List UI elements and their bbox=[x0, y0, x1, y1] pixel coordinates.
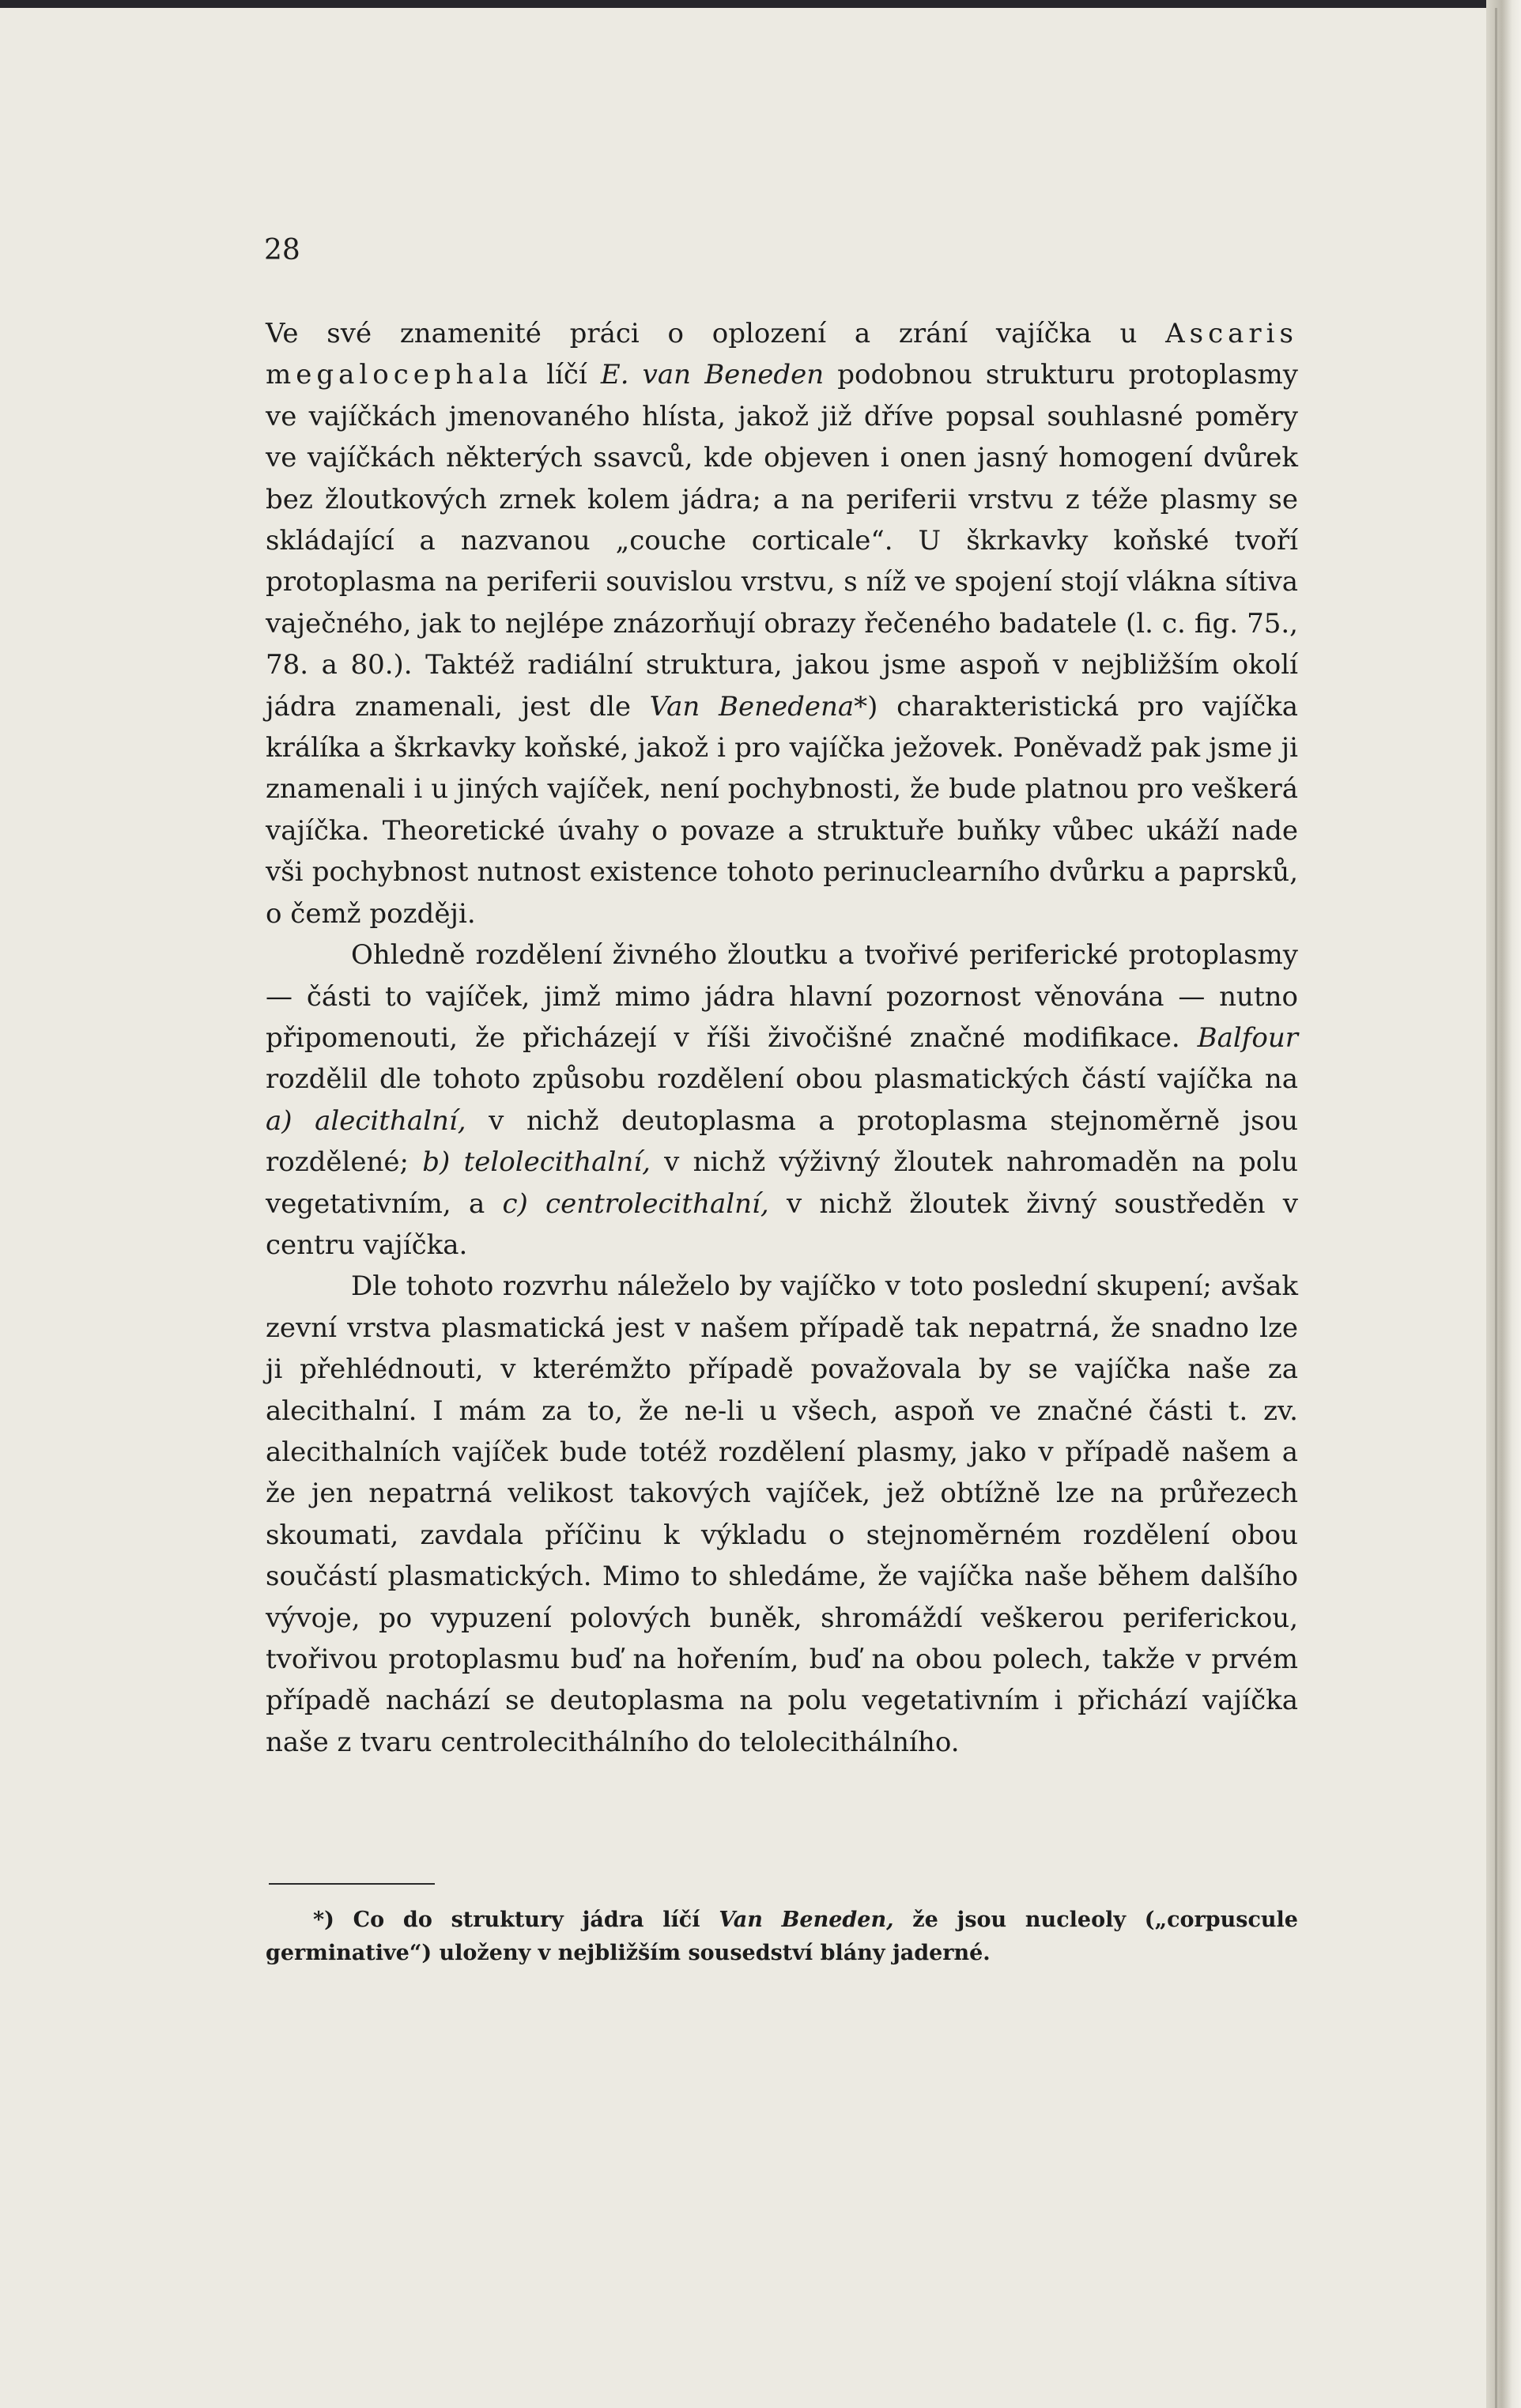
author-name: Van Benedena bbox=[649, 690, 855, 723]
footnote-segment: *) Co do struktury jádra líčí bbox=[313, 1908, 719, 1932]
paragraph-1 bbox=[266, 313, 1298, 934]
species-name: Ascaris megalocephala bbox=[266, 318, 1298, 391]
paragraph-2-segment: Ohledně rozdělení živného žloutku a tvořivé periferické protoplasmy — části to vajíček, jimž mimo jádra hlavní pozornost věnována — nutno připomenouti, že přicházejí v říši živočišné značné modifikace. bbox=[266, 939, 1298, 1054]
paragraph-1-segment: líčí bbox=[532, 359, 601, 391]
author-name: Balfour bbox=[1197, 1021, 1298, 1054]
paragraph-2-segment: v nichž výživný žloutek nahromaděn na polu vegetativním, a bbox=[266, 1146, 1298, 1220]
paragraph-3-segment: Dle tohoto rozvrhu náleželo by vajíčko v toto poslední skupení; avšak zevní vrstva plasmatická jest v našem případě tak nepatrná, že snadno lze ji přehlédnouti, v kterémžto případě považovala by se vajíčka naše za alecithalní. I mám za to, že ne-li u všech, aspoň ve značné části t. zv. alecithalních vajíček bude totéž rozdělení plasmy, jako v případě našem a že jen nepatrná velikost takových vajíček, jež obtížně lze na průřezech skoumati, zavdala příčinu k výkladu o stejnoměrném rozdělení obou součástí plasmatických. Mimo to shledáme, že vajíčka naše během dalšího vývoje, po vypuzení polových buněk, shromáždí veškerou periferickou, tvořivou protoplasmu buď na hořením, buď na obou polech, takže v prvém případě nachází se deutoplasma na polu vegetativním i přichází vajíčka naše z tvaru centrolecithálního do telolecithálního. bbox=[266, 1270, 1298, 1758]
paragraph-1-segment: *) charakteristická pro vajíčka králíka a škrkavky koňské, jakož i pro vajíčka ježovek. Poněvadž pak jsme ji znamenali i u jiných vajíček, není pochybnosti, že bude platnou pro veškerá vajíčka. Theoretické úvahy o povaze a struktuře buňky vůbec ukáží nade vši pochybnost nutnost existence tohoto perinuclearního dvůrku a paprsků, o čemž později. bbox=[266, 690, 1299, 930]
term-telolecithal: b) telolecithalní, bbox=[422, 1146, 651, 1179]
page-binding-edge bbox=[1486, 0, 1521, 2408]
footnote-divider bbox=[269, 1883, 435, 1885]
paragraph-2-segment: rozdělil dle tohoto způsobu rozdělení obou plasmatických částí vajíčka na bbox=[266, 1063, 1298, 1096]
page-number: 28 bbox=[264, 234, 300, 266]
page-binding-line bbox=[1495, 8, 1497, 2408]
footnote bbox=[266, 1904, 1298, 1970]
scan-top-edge bbox=[0, 0, 1521, 8]
term-centrolecithal: c) centrolecithalní, bbox=[502, 1187, 769, 1220]
term-alecithal: a) alecithalní, bbox=[266, 1104, 466, 1137]
author-name: Van Beneden, bbox=[719, 1908, 894, 1932]
paragraph-3 bbox=[266, 1266, 1298, 1763]
paragraph-2 bbox=[266, 934, 1298, 1266]
paragraph-2-segment: v nichž žloutek živný soustředěn v centru vajíčka. bbox=[266, 1187, 1298, 1261]
paragraph-2-segment: v nichž deutoplasma a protoplasma stejnoměrně jsou rozdělené; bbox=[266, 1104, 1298, 1179]
footnote-segment: že jsou nucleoly („corpuscule germinative“) uloženy v nejbližším sousedství blány jaderné. bbox=[266, 1908, 1298, 1965]
author-name: E. van Beneden bbox=[600, 359, 825, 391]
body-text bbox=[266, 313, 1298, 1763]
paragraph-1-segment: podobnou strukturu protoplasmy ve vajíčkách jmenovaného hlísta, jakož již dříve popsal souhlasné poměry ve vajíčkách některých ssavců, kde objeven i onen jasný homogení dvůrek bez žloutkových zrnek kolem jádra; a na periferii vrstvu z téže plasmy se skládající a nazvanou „couche corticale“. U škrkavky koňské tvoří protoplasma na periferii souvislou vrstvu, s níž ve spojení stojí vlákna sítiva vaječného, jak to nejlépe znázorňují obrazy řečeného badatele (l. c. fig. 75., 78. a 80.). Taktéž radiální struktura, jakou jsme aspoň v nejbližším okolí jádra znamenali, jest dle bbox=[266, 359, 1299, 723]
paragraph-1-segment: Ve své znamenité práci o oplození a zrání vajíčka u bbox=[266, 318, 1166, 349]
